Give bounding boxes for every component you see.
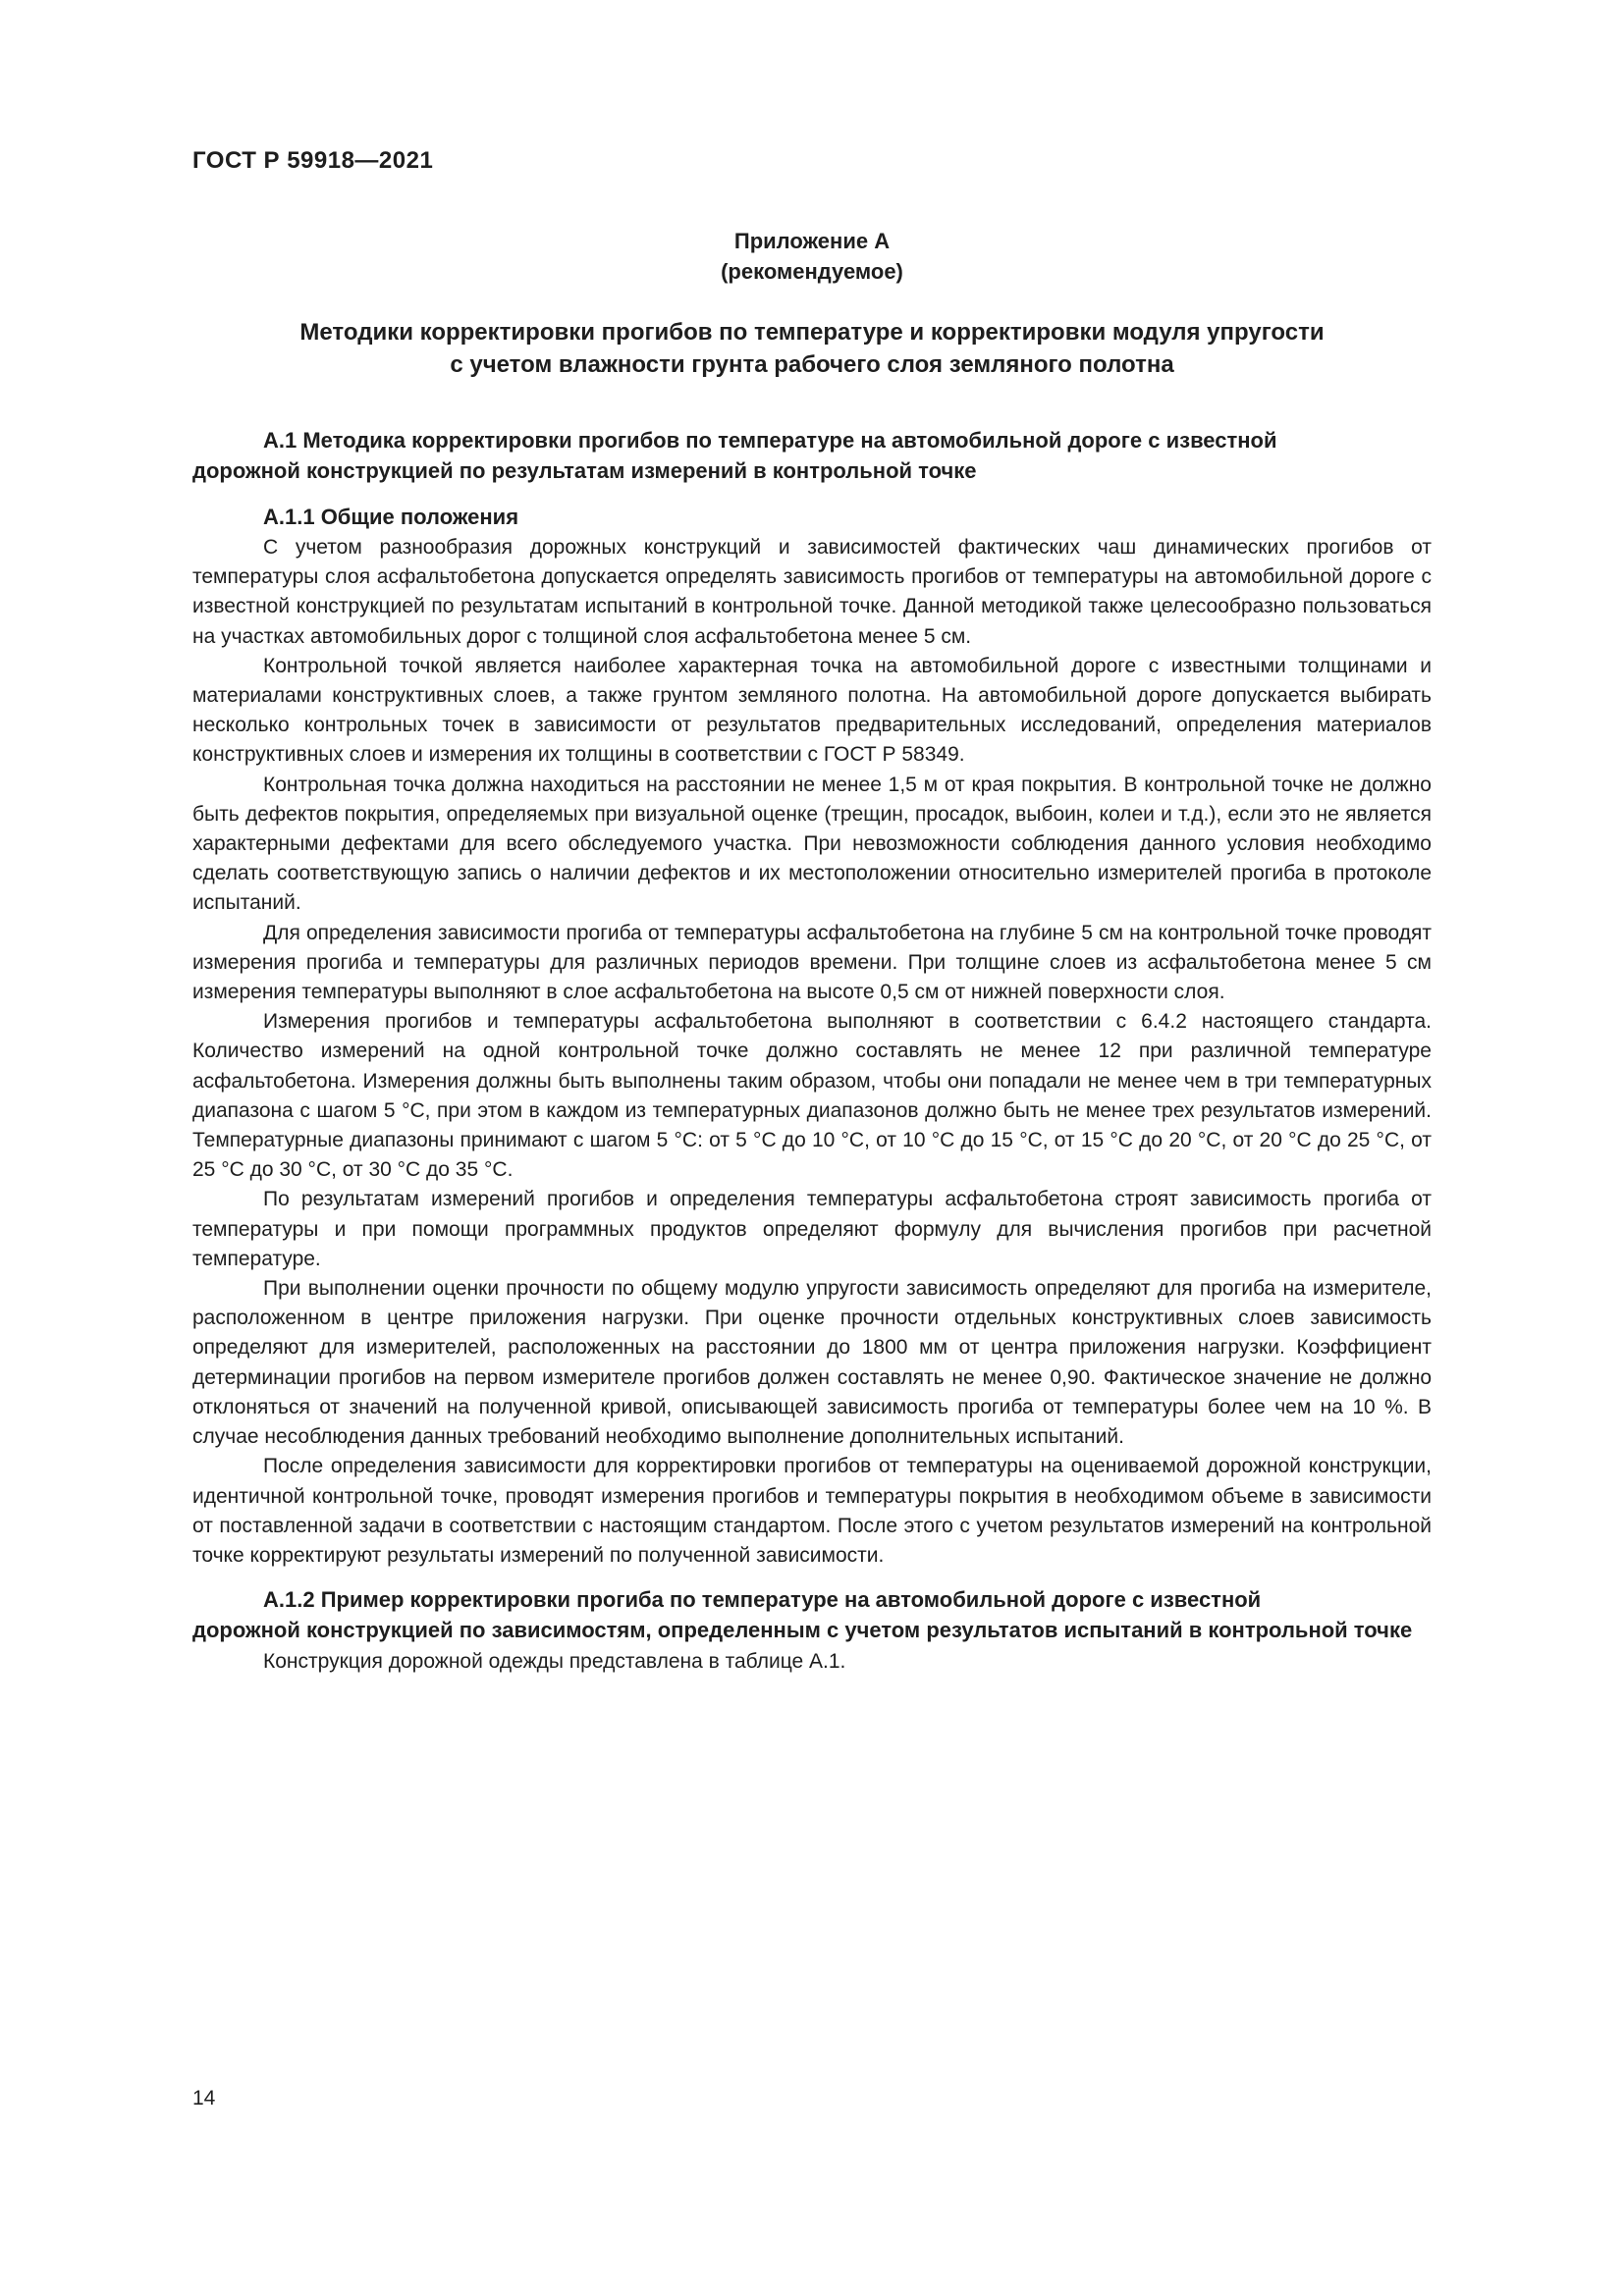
paragraph: После определения зависимости для корректировки прогибов от температуры на оцениваемой дорожной конструкции, идентичной контрольной точке, проводят измерения прогибов и температуры покрытия в необходимом объеме в зависимости от поставленной задачи в соответствии с настоящим стандартом. После этого с учетом результатов измерений на контрольной точке корректируют результаты измерений по полученной зависимости. (192, 1455, 1432, 1567)
document-body (192, 425, 1432, 1677)
paragraph: Для определения зависимости прогиба от температуры асфальтобетона на глубине 5 см на контрольной точке проводят измерения прогиба и температуры для различных периодов времени. При толщине слоев из асфальтобетона менее 5 см измерения температуры выполняют в слое асфальтобетона на высоте 0,5 см от нижней поверхности слоя. (192, 921, 1432, 1004)
section-heading-line: дорожной конструкцией по результатам измерений в контрольной точке (192, 458, 977, 483)
paragraph: При выполнении оценки прочности по общему модулю упругости зависимость определяют для прогиба на измерителе, расположенном в центре приложения нагрузки. При оценке прочности отдельных конструктивных слоев зависимость определяют для измерителей, расположенных на расстоянии до 1800 мм от центра приложения нагрузки. Коэффициент детерминации прогибов на первом измерителе прогибов должен составлять не менее 0,90. Фактическое значение не должно отклоняться от значений на полученной кривой, описывающей зависимость прогиба от температуры более чем на 10 %. В случае несоблюдения данных требований необходимо выполнение дополнительных испытаний. (192, 1277, 1432, 1449)
paragraph: С учетом разнообразия дорожных конструкций и зависимостей фактических чаш динамических прогибов от температуры слоя асфальтобетона допускается определять зависимость прогибов от температуры на автомобильной дороге с известной конструкцией по результатам испытаний в контрольной точке. Данной методикой также целесообразно пользоваться на участках автомобильных дорог с толщиной слоя асфальтобетона менее 5 см. (192, 536, 1432, 648)
paragraph: Контрольная точка должна находиться на расстоянии не менее 1,5 м от края покрытия. В контрольной точке не должно быть дефектов покрытия, определяемых при визуальной оценке (трещин, просадок, выбоин, колеи и т.д.), если это не является характерными дефектами для всего обследуемого участка. При невозможности соблюдения данного условия необходимо сделать соответствующую запись о наличии дефектов и их местоположении относительно измерителей прогиба в протоколе испытаний. (192, 773, 1432, 915)
page-number: 14 (192, 2087, 216, 2109)
main-title-line: с учетом влажности грунта рабочего слоя земляного полотна (450, 351, 1174, 378)
appendix-title: Приложение А (733, 229, 891, 253)
section-heading-a12 (192, 1584, 1432, 1645)
paragraph: Конструкция дорожной одежды представлена в таблице А.1. (263, 1650, 846, 1674)
section-heading-line: А.1 Методика корректировки прогибов по температуре на автомобильной дороге с известной (263, 428, 1277, 453)
section-heading-a1 (192, 425, 1432, 486)
document-code: ГОСТ Р 59918—2021 (192, 147, 434, 174)
main-title-line: Методики корректировки прогибов по температуре и корректировки модуля упругости (299, 319, 1325, 346)
main-title (192, 316, 1432, 381)
paragraph: По результатам измерений прогибов и определения температуры асфальтобетона строят зависимость прогиба от температуры и при помощи программных продуктов определяют формулу для вычисления прогибов при расчетной температуре. (192, 1188, 1432, 1270)
section-heading-a11: А.1.1 Общие положения (263, 505, 519, 529)
section-heading-line: А.1.2 Пример корректировки прогиба по температуре на автомобильной дороге с известной (263, 1587, 1262, 1613)
paragraph: Контрольной точкой является наиболее характерная точка на автомобильной дороге с известными толщинами и материалами конструктивных слоев, а также грунтом земляного полотна. На автомобильной дороге допускается выбирать несколько контрольных точек в зависимости от результатов предварительных исследований, определения материалов конструктивных слоев и измерения их толщины в соответствии с ГОСТ Р 58349. (192, 654, 1432, 767)
appendix-status: (рекомендуемое) (721, 259, 903, 284)
section-heading-line: дорожной конструкцией по зависимостям, определенным с учетом результатов испытаний в контрольной точке (192, 1618, 1413, 1643)
paragraph: Измерения прогибов и температуры асфальтобетона выполняют в соответствии с 6.4.2 настоящего стандарта. Количество измерений на одной контрольной точке должно составлять не менее 12 при различной температуре асфальтобетона. Измерения должны быть выполнены таким образом, чтобы они попадали не менее чем в три температурных диапазона с шагом 5 °С, при этом в каждом из температурных диапазонов должно быть не менее трех результатов измерений. Температурные диапазоны принимают с шагом 5 °С: от 5 °С до 10 °С, от 10 °С до 15 °С, от 15 °С до 20 °С, от 20 °С до 25 °С, от 25 °С до 30 °С, от 30 °С до 35 °С. (192, 1010, 1432, 1182)
